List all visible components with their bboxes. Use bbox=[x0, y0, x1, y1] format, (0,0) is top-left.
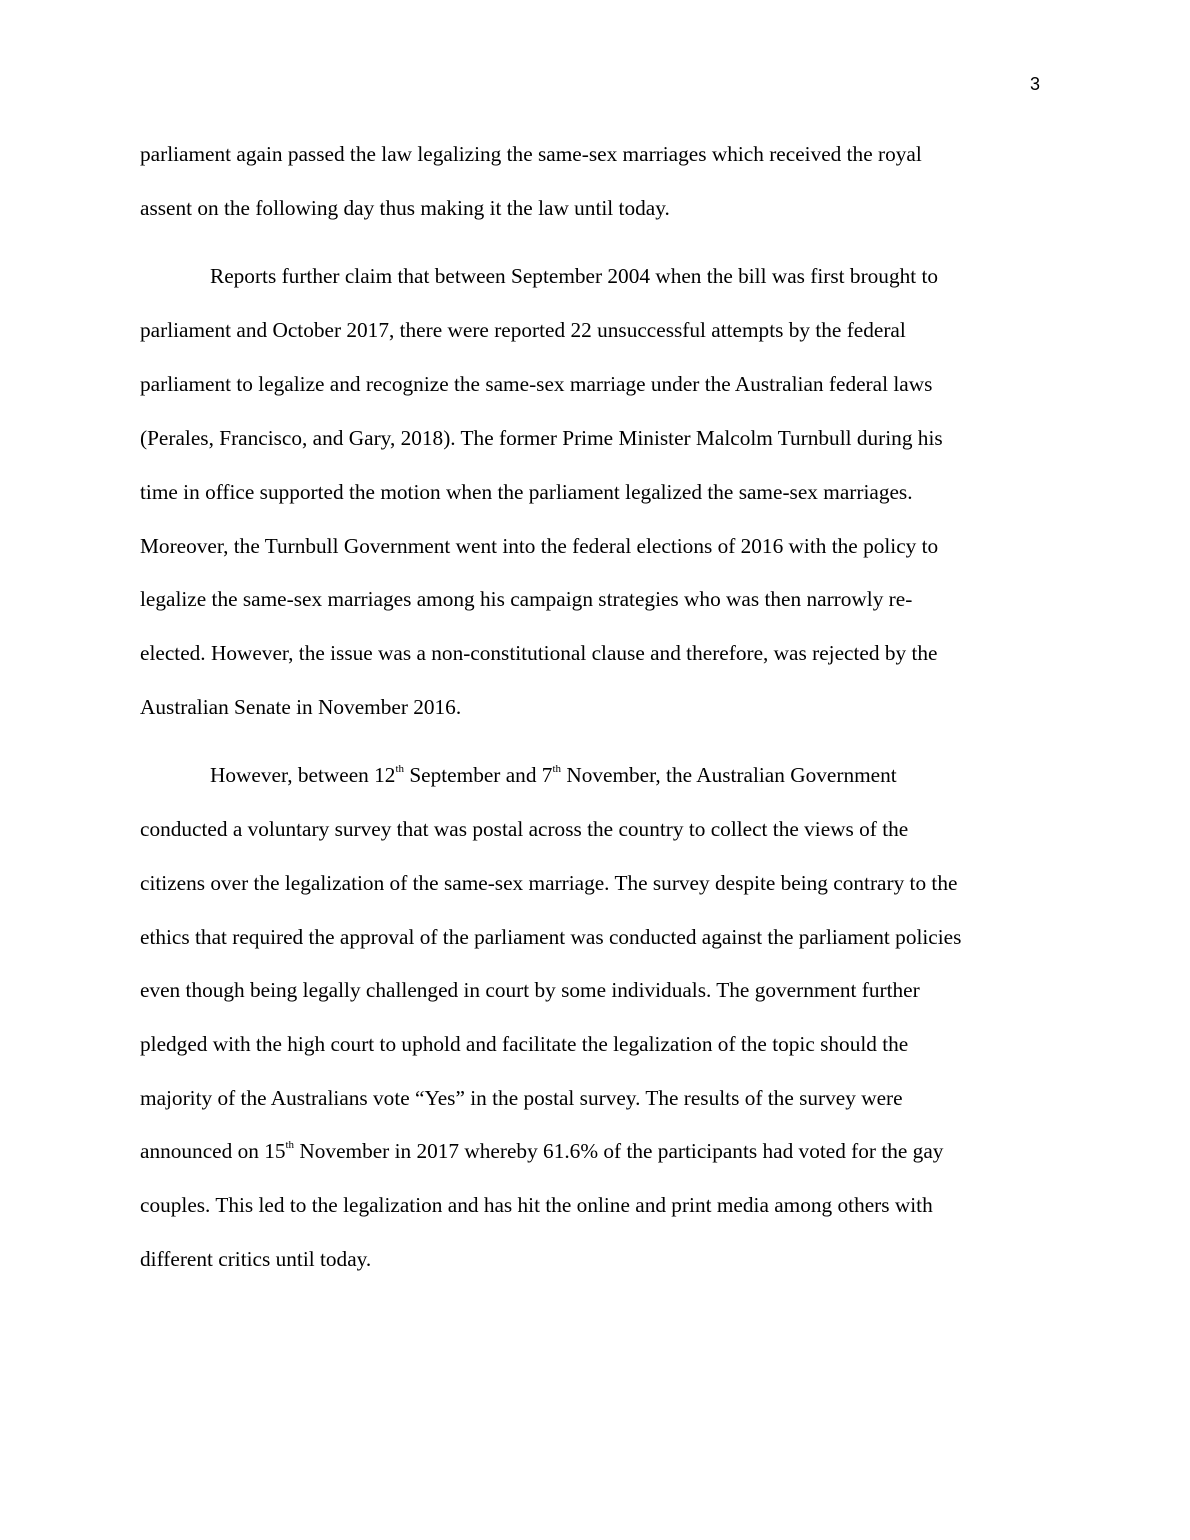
text-line: legalize the same-sex marriages among his campaign strategies who was then narrowly re- bbox=[140, 587, 913, 611]
text-line: Australian Senate in November 2016. bbox=[140, 695, 462, 719]
text-line: citizens over the legalization of the same-sex marriage. The survey despite being contrary to the bbox=[140, 871, 958, 895]
text-line: parliament to legalize and recognize the same-sex marriage under the Australian federal laws bbox=[140, 372, 933, 396]
ordinal-superscript: th bbox=[285, 1138, 295, 1151]
text-line: majority of the Australians vote “Yes” in the postal survey. The results of the survey were bbox=[140, 1086, 903, 1110]
text-line: ethics that required the approval of the parliament was conducted against the parliament policies bbox=[140, 925, 962, 949]
ordinal-superscript: th bbox=[395, 762, 404, 775]
text-line: time in office supported the motion when the parliament legalized the same-sex marriages. bbox=[140, 480, 913, 504]
text-line: Moreover, the Turnbull Government went into the federal elections of 2016 with the policy to bbox=[140, 534, 939, 558]
text-line: parliament again passed the law legalizing the same-sex marriages which received the royal bbox=[140, 142, 922, 166]
text-line: different critics until today. bbox=[140, 1247, 372, 1271]
text-line: parliament and October 2017, there were reported 22 unsuccessful attempts by the federal bbox=[140, 318, 906, 342]
text-segment: November in 2017 whereby 61.6% of the participants had voted for the gay bbox=[294, 1139, 944, 1163]
text-line: pledged with the high court to uphold and facilitate the legalization of the topic should the bbox=[140, 1032, 909, 1056]
text-line: elected. However, the issue was a non-constitutional clause and therefore, was rejected by the bbox=[140, 641, 938, 665]
text-line: Reports further claim that between September 2004 when the bill was first brought to bbox=[210, 264, 939, 288]
text-line bbox=[210, 761, 897, 789]
text-line bbox=[140, 1137, 943, 1165]
ordinal-superscript: th bbox=[552, 762, 562, 775]
text-line: even though being legally challenged in court by some individuals. The government further bbox=[140, 978, 920, 1002]
text-segment: November, the Australian Government bbox=[561, 763, 897, 787]
text-line: conducted a voluntary survey that was postal across the country to collect the views of the bbox=[140, 817, 909, 841]
page-number: 3 bbox=[1030, 74, 1041, 94]
text-segment: announced on 15 bbox=[140, 1139, 286, 1163]
text-segment: September and 7 bbox=[404, 763, 553, 787]
text-line: (Perales, Francisco, and Gary, 2018). The former Prime Minister Malcolm Turnbull during his bbox=[140, 426, 943, 450]
text-line: couples. This led to the legalization and has hit the online and print media among others with bbox=[140, 1193, 933, 1217]
text-line: assent on the following day thus making it the law until today. bbox=[140, 196, 670, 220]
text-segment: However, between 12 bbox=[210, 763, 396, 787]
